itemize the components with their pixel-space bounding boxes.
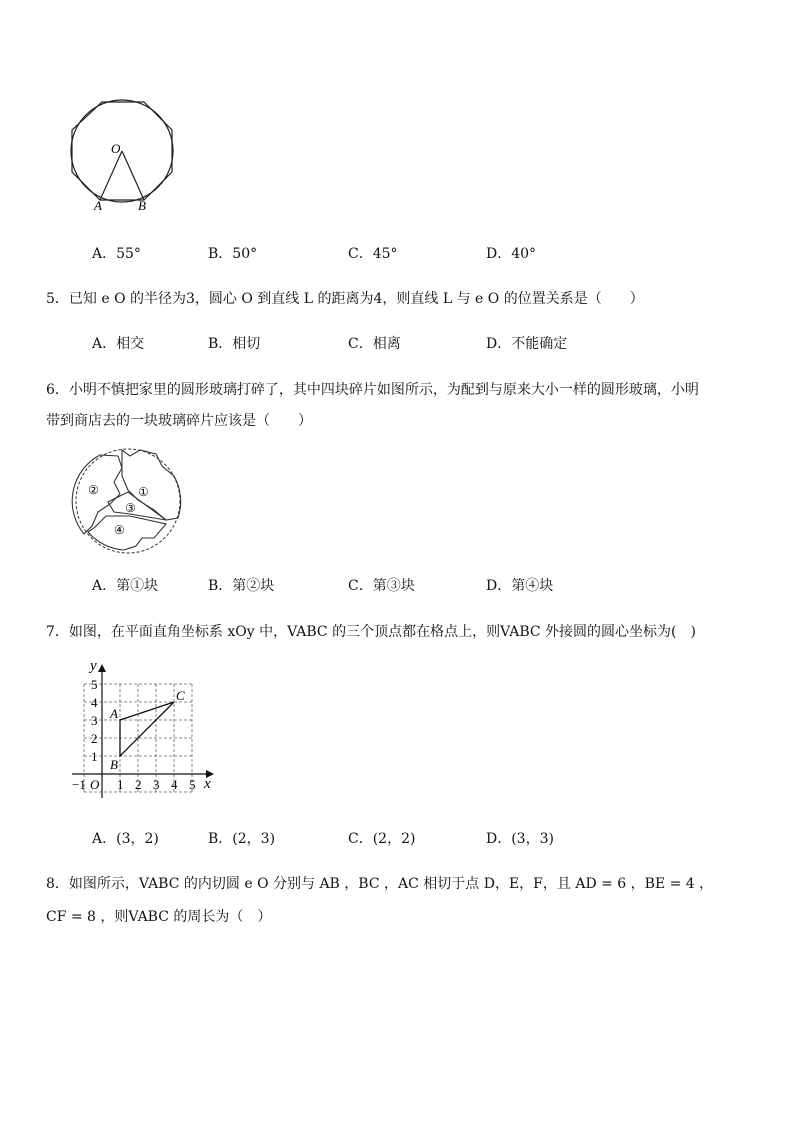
piece-1-label: ①: [138, 485, 149, 499]
q6-stem-line1: 6．小明不慎把家里的圆形玻璃打碎了，其中四块碎片如图所示，为配到与原来大小一样的圆形玻璃，小明: [46, 382, 699, 398]
q6-figure: [70, 446, 186, 556]
point-a-label: A: [110, 706, 118, 721]
q6-option-c[interactable]: C．第③块: [348, 578, 415, 594]
piece-2-label: ②: [88, 483, 99, 497]
q7-option-a[interactable]: A．(3，2): [92, 831, 159, 847]
q5-option-b[interactable]: B．相切: [208, 336, 261, 352]
y-tick-3: 3: [91, 713, 98, 728]
q7-stem: 7．如图，在平面直角坐标系 xOy 中，VABC 的三个顶点都在格点上，则VABC 外接圆的圆心坐标为( ): [46, 624, 696, 640]
y-tick-5: 5: [91, 677, 98, 692]
piece-4-label: ④: [114, 523, 125, 537]
y-tick-4: 4: [91, 695, 98, 710]
q4-option-b[interactable]: B．50°: [208, 246, 258, 262]
q4-option-c[interactable]: C．45°: [348, 246, 398, 262]
q7-option-d[interactable]: D．(3，3): [486, 831, 554, 847]
y-axis-label: y: [90, 658, 97, 674]
q8-stem-line1: 8．如图所示，VABC 的内切圆 e O 分别与 AB ，BC ，AC 相切于点 D，E，F，且 AD = 6 ，BE = 4 ，: [46, 876, 714, 892]
label-b: B: [138, 198, 146, 213]
y-tick-1: 1: [91, 749, 98, 764]
q6-stem-line2: 带到商店去的一块玻璃碎片应该是（ ）: [46, 413, 312, 429]
piece-3-label: ③: [125, 501, 136, 515]
q6-option-d[interactable]: D．第④块: [486, 578, 554, 594]
neg-one-label: −1: [72, 777, 86, 792]
x-tick-5: 5: [189, 777, 196, 792]
q6-option-a[interactable]: A．第①块: [92, 578, 159, 594]
q5-option-a[interactable]: A．相交: [92, 336, 145, 352]
q4-option-d[interactable]: D．40°: [486, 246, 537, 262]
x-tick-1: 1: [117, 777, 124, 792]
q4-option-a[interactable]: A．55°: [92, 246, 141, 262]
q7-option-b[interactable]: B．(2，3): [208, 831, 276, 847]
x-tick-2: 2: [135, 777, 142, 792]
origin-label: O: [90, 777, 100, 792]
q5-option-c[interactable]: C．相离: [348, 336, 401, 352]
q7-option-c[interactable]: C．(2，2): [348, 831, 416, 847]
label-o: O: [111, 141, 121, 156]
x-tick-4: 4: [171, 777, 178, 792]
x-tick-3: 3: [153, 777, 160, 792]
label-a: A: [94, 198, 102, 213]
point-c-label: C: [176, 688, 185, 703]
q6-option-b[interactable]: B．第②块: [208, 578, 275, 594]
q7-figure: [66, 656, 226, 806]
q4-figure: [68, 98, 180, 214]
point-b-label: B: [110, 757, 118, 772]
q5-stem: 5．已知 e O 的半径为3，圆心 O 到直线 L 的距离为4，则直线 L 与 e O 的位置关系是（ ）: [46, 291, 644, 307]
y-tick-2: 2: [91, 731, 98, 746]
x-axis-label: x: [204, 776, 211, 792]
q5-option-d[interactable]: D．不能确定: [486, 336, 568, 352]
q8-stem-line2: CF = 8 ，则VABC 的周长为（ ）: [46, 909, 272, 925]
